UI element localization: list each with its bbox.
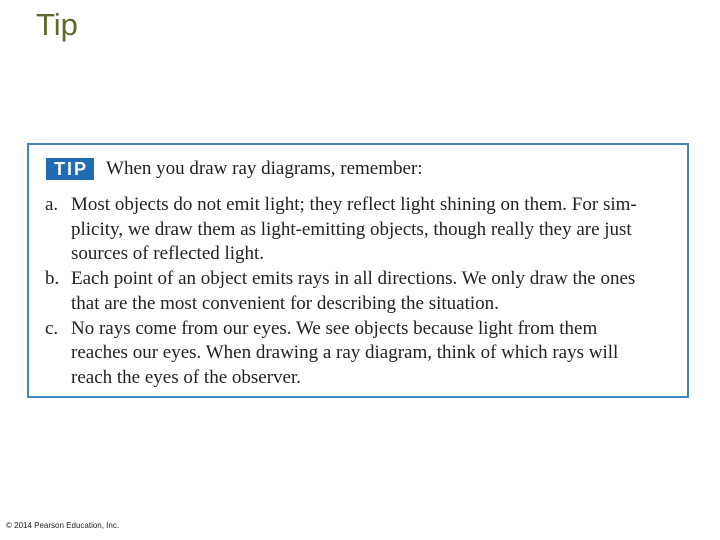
tip-intro: When you draw ray diagrams, remember: [106,157,423,179]
tip-item-line: that are the most convenient for describing the situation. [71,292,499,314]
tip-item-b [45,267,685,316]
tip-box [27,143,689,398]
tip-item-text [71,317,685,391]
tip-item-marker: c. [45,317,59,339]
tip-item-line: plicity, we draw them as light-emitting objects, though really they are just [71,218,632,240]
tip-item-line: Most objects do not emit light; they reflect light shining on them. For sim- [71,194,637,215]
tip-item-line: reaches our eyes. When drawing a ray diagram, think of which rays will [71,342,619,364]
tip-header [46,155,423,182]
slide-title: Tip [36,7,78,42]
tip-list [45,193,685,391]
tip-item-line: No rays come from our eyes. We see objects because light from them [71,317,598,339]
tip-item-line: sources of reflected light. [71,243,265,265]
tip-item-text [71,193,685,267]
tip-item-a [45,193,685,267]
tip-item-c [45,317,685,391]
tip-item-line: reach the eyes of the observer. [71,366,302,388]
tip-item-marker: b. [45,268,60,290]
copyright-notice: © 2014 Pearson Education, Inc. [6,521,120,530]
tip-item-text [71,267,685,316]
tip-badge: TIP [46,158,94,180]
tip-item-line: Each point of an object emits rays in all directions. We only draw the ones [71,268,636,290]
tip-item-marker: a. [45,194,59,215]
